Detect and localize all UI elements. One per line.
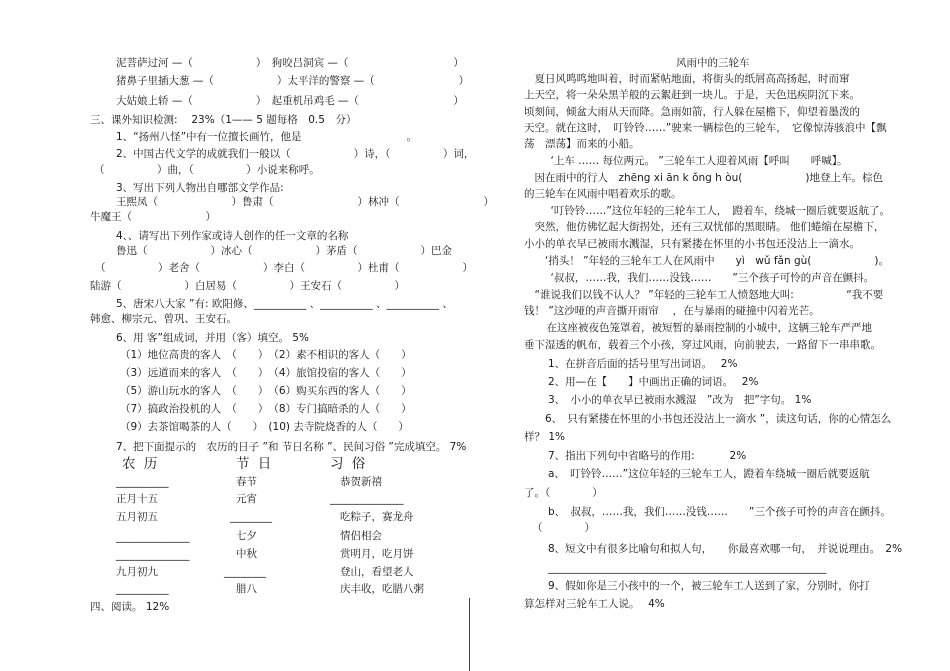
question-3-line-1: 王熙凤（ ）鲁肃（ ）林冲（ ） (116, 196, 494, 208)
question-4-line-1: 鲁迅（ ）冰心（ ）茅盾（ ）巴金 (116, 245, 452, 257)
passage-line: ‘上车 …… 每位两元。 ”三轮车工人迎着风雨【呼叫 呼喊】。 (540, 155, 848, 167)
question-5-line-1: 5、唐宋八大家 ”有: 欧阳修、__________ 、__________ 、__________ 、 (116, 298, 453, 310)
table-cell: ________ (230, 511, 272, 523)
reading-question: 3、 小小的单衣早已被雨水溅湿 ”改为 把”字句。 1% (548, 394, 812, 406)
question-6-row: （5）游山玩水的客人 （ ） （6）购买东西的客人（ ） (120, 385, 412, 397)
reading-question: （ ） (532, 522, 595, 534)
answer-line: _____________________________________________________ (548, 562, 827, 574)
question-6-row: （1）地位高贵的客人 （ ） （2）素不相识的客人（ ） (120, 349, 412, 361)
reading-question: 了。（ ） (524, 487, 603, 499)
question-7: 7、把下面提示的 农历的日子 ”和 节日名称 ”、民间习俗 ”完成填空。 7% (116, 441, 467, 453)
reading-question: a、 叮铃铃……”这位年轻的三轮车工人，蹬着车绕城一圈后就要返航 (548, 468, 870, 480)
table-cell: __________ (116, 583, 169, 595)
passage-line: ‘叔叔，……我，我们……没钱…… ”三个孩子可怜的声音在颤抖。 (540, 272, 875, 284)
table-cell: 赏明月，吃月饼 (340, 548, 414, 560)
question-2-line-1: 2、中国古代文学的成就我们一般以（ ）诗，（ ）词， (116, 148, 475, 160)
question-3: 3、写出下列人物出自哪部文学作品: (116, 182, 284, 194)
reading-question: 1、在拼音后面的括号里写出词语。 2% (548, 358, 738, 370)
passage-title: 风雨中的三轮车 (676, 57, 750, 69)
table-cell: ______________ (116, 549, 190, 561)
table-header-lunar: 农 历 (122, 456, 160, 472)
passage-line: 夏日风鸣鸣地叫着，时而紧帖地面，将街头的纸屑高高扬起，时而窜 (524, 73, 850, 85)
question-6: 6、用 客”组成词，并用（客）填空。 5% (116, 332, 309, 344)
table-cell: ______________ (330, 493, 404, 505)
section3-title: 三、课外知识检测: 23%（1—— 5 题每格 0.5 分） (90, 114, 357, 126)
column-divider (469, 598, 470, 671)
table-cell: 恭贺新禧 (340, 476, 382, 488)
passage-line: “谁说我们以钱不认人？ ”年轻的三轮车工人愤怒地大叫: “我不要 (524, 289, 884, 301)
passage-line: 天空。就在这时， 叮铃铃……”驶来一辆棕色的三轮车， 它像惊涛骇浪中【飘 (524, 122, 887, 134)
reading-question: 8、短文中有很多比喻句和拟人句， 你最喜欢哪一句， 并说说理由。 2% (548, 543, 903, 555)
idiom-line-3: 大姑娘上轿 —（ ） 起重机吊鸡毛 —（ ） (116, 95, 464, 107)
table-cell: 七夕 (236, 530, 257, 542)
passage-line: 荡 漂荡】而来的小船。 (524, 138, 640, 150)
table-cell: 正月十五 (116, 493, 158, 505)
question-4-line-2: （ ）老舍（ ）李白（ ）杜甫（ ） (95, 262, 473, 274)
question-5-line-2: 韩愈、柳宗元、曾巩、王安石。 (90, 313, 237, 325)
table-cell: 腊八 (236, 583, 257, 595)
section4-title: 四、阅读。 12% (90, 601, 170, 613)
table-cell: 九月初九 (116, 566, 158, 578)
passage-line: 钱！ ”这沙哑的声音撕开雨帘 ，在与暴雨的碰撞中闪着光芒。 (524, 305, 820, 317)
reading-question: 算怎样对三轮车工人说。 4% (524, 598, 665, 610)
table-cell: 五月初五 (116, 511, 158, 523)
passage-line: 的三轮车在风雨中唱着欢乐的歌。 (524, 188, 682, 200)
table-header-custom: 习 俗 (330, 456, 368, 472)
question-6-row: （7）搞政治投机的人 （ ） （8）专门搞暗杀的人（ ） (120, 403, 412, 415)
passage-line: 小小的单衣早已被雨水溅湿，只有紧搂在怀里的小书包还没沾上一滴水。 (524, 238, 860, 250)
table-cell: __________ (116, 476, 169, 488)
passage-line: 在这座被夜色笼罩着，被短暂的暴雨控制的小城中，这辆三轮车严严地 (536, 322, 872, 334)
passage-line: ‘捎头！ ”年轻的三轮车工人在风雨中 yì wǔ fǎn gù( )。 (524, 255, 889, 267)
table-header-festival: 节 日 (236, 456, 274, 472)
passage-line: 垂下湿透的帆布，载着三个小孩，穿过风雨，向前驶去，一路留下一串串歌。 (524, 339, 881, 351)
question-3-line-2: 牛魔王（ ） (90, 211, 216, 223)
table-cell: ______________ (116, 531, 190, 543)
table-cell: 吃粽子，赛龙舟 (340, 511, 414, 523)
passage-line: 因在雨中的行人 zhēng xi ān k ǒng h òu( )地登上车。棕色 (524, 172, 883, 184)
question-6-row: （3）远道而来的客人 （ ） （4）旅馆投宿的客人（ ） (120, 367, 412, 379)
reading-question: b、 叔叔，……我，我们……没钱…… ”三个孩子可怜的声音在颤抖。 (548, 506, 891, 518)
table-cell: 中秋 (236, 548, 257, 560)
passage-line: 突然，他仿佛忆起大街拐处，还有三双忧郁的黑眼睛。 他们蜷缩在屋檐下， (524, 221, 885, 233)
reading-question: 7、指出下列句中省略号的作用: 2% (548, 450, 747, 462)
table-cell: 情侣相会 (340, 530, 382, 542)
idiom-line-1: 泥菩萨过河 —（ ） 狗咬吕洞宾 —（ ） (116, 57, 464, 69)
passage-line: 顷刻间，倾盆大雨从天而降。急雨如箭，行人躲在屋檐下，仰望着墨泼的 (524, 106, 860, 118)
table-cell: ________ (224, 566, 266, 578)
reading-question: 2、用—在【 】中画出正确的词语。 2% (548, 376, 759, 388)
question-4-line-3: 陆游（ ）白居易（ ）王安石（ ） (90, 280, 405, 292)
table-cell: 春节 (236, 476, 257, 488)
reading-question: 9、假如你是三小孩中的一个，被三轮车工人送到了家，分别时，你打 (548, 580, 870, 592)
reading-question: 6、 只有紧搂在怀里的小书包还没沾上一滴水 ”，读这句话，你的心情怎么 (545, 413, 892, 425)
passage-line: 上天空，将一朵朵黑羊般的云絮赶到一块儿。于是，天色迅疾阴沉下来。 (524, 89, 860, 101)
question-6-row: （9）去茶馆喝茶的人（ ） (10) 去寺院烧香的人（ ） (120, 421, 409, 433)
reading-question: 样？ 1% (524, 431, 565, 443)
question-2-line-2: （ ）曲，（ ）小说来称呼。 (94, 164, 320, 176)
passage-line: ‘叮铃铃……”这位年轻的三轮车工人， 蹬着车，绕城一圈后就要返航了。 (540, 205, 891, 217)
table-cell: 元宵 (236, 493, 257, 505)
idiom-line-2: 猪鼻子里插大葱 —（ ）太平洋的警察 —（ ） (116, 75, 470, 87)
question-4: 4、、请写出下列作家或诗人创作的任一文章的名称 (116, 230, 349, 242)
table-cell: 登山，看望老人 (340, 566, 414, 578)
question-1: 1、“扬州八怪”中有一位擅长画竹，他是 。 (116, 131, 418, 143)
table-cell: 庆丰收，吃腊八粥 (340, 583, 424, 595)
